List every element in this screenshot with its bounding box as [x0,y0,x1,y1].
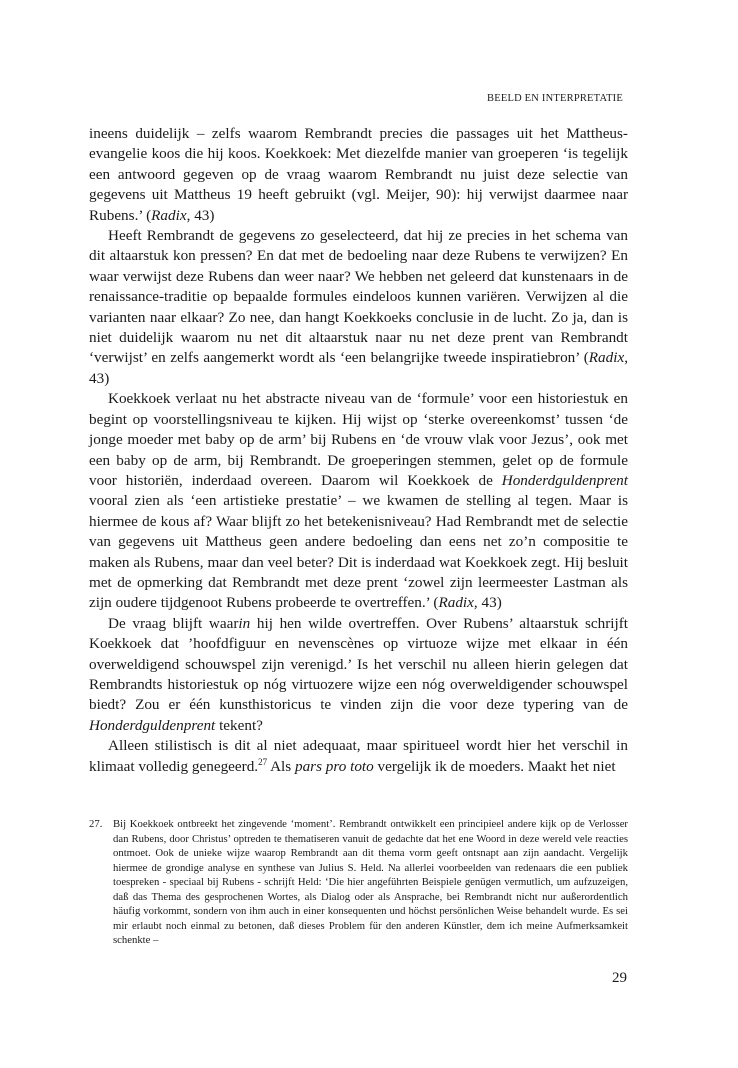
footnote-reference: 27 [258,756,268,767]
text-run: Koekkoek verlaat nu het abstracte niveau van de ‘formule’ voor een historiestuk en begint op voorstellingsniveau te kijken. Hij wijst op ‘sterke overeenkomst’ tussen ‘de jonge moeder met baby op de arm’ bij Rubens en ‘de vrouw vlak voor Jezus’, ook met een baby op de arm, bij Rembrandt. De groeperingen stemmen, gelet op de formule voor historiën, inderdaad overeen. Daarom wil Koekkoek de [89,390,628,489]
text-run: , 43) [473,594,502,612]
footnote-text: Bij Koekkoek ontbreekt het zingevende ‘moment’. Rembrandt ontwikkelt een principieel andere kijk op de Verlosser dan Rubens, door Christus’ optreden te thematiseren vanuit de gedachte dat het ene Woord in deze wereld vele reacties ontmoet. Ook de unieke wijze waarop Rembrandt aan dit thema vorm geeft ontsnapt aan zijn aandacht. Vergelijk hiermee de grondige analyse en synthese van Julius S. Held. Na allerlei voorbeelden van redenaars die een publiek toespreken - speciaal bij Rubens - schrijft Held: ‘Die hier angeführten Beispiele genügen vermutlich, um aufzuzeigen, daß das Thema des gesprochenen Wortes, als Dialog oder als Ansprache, bei Rembrandt nicht nur außerordentlich häufig vorkommt, sondern von ihm auch in einer konsequenten und höchst persönlichen Weise behandelt wurde. Es sei mir erlaubt noch einmal zu betonen, daß dieses Problem für den anderen Künstler, dem ich meine Aufmerksamkeit schenkte – [113,818,628,946]
paragraph-4 [89,614,628,736]
italic-run: Radix [438,594,474,612]
text-run: , 43) [89,349,628,387]
paragraph-2 [89,226,628,389]
text-run: vooral zien als ‘een artistieke prestatie’ – we kwamen de stelling al tegen. Maar is hiermee de kous af? Waar blijft zo het betekenisniveau? Had Rembrandt met de selectie van gegevens uit Mattheus geen andere bedoeling dan eens net zo’n compositie te maken als Rubens, maar dan veel beter? Dit is inderdaad wat Koekkoek zegt. Hij besluit met de opmerking dat Rembrandt met deze prent ‘zowel zijn leermeester Lastman als zijn oudere tijdgenoot Rubens probeerde te overtreffen.’ ( [89,492,628,612]
text-run: tekent? [215,716,263,734]
text-run: De vraag blijft waar [108,614,239,632]
text-run: Heeft Rembrandt de gegevens zo geselecteerd, dat hij ze precies in het schema van dit altaarstuk kon pressen? En dat met de bedoeling naar deze Rubens te verwijzen? En waar verwijst deze Rubens dan weer naar? We hebben net geleerd dat kunstenaars in de renaissance-traditie op bepaalde formules eindeloos kunnen variëren. Verwijzen al die varianten naar elkaar? Zo nee, dan hangt Koekkoeks conclusie in de lucht. Zo ja, dan is niet duidelijk waarom nu net dit altaarstuk naar nu net deze prent van Rembrandt ‘verwijst’ en zelfs aangemerkt wordt als ‘een belangrijke tweede inspiratiebron’ ( [89,227,628,367]
paragraph-1 [89,124,628,226]
paragraph-3 [89,389,628,613]
text-run: Als [267,757,295,775]
text-run: vergelijk ik de moeders. Maakt het niet [373,757,616,775]
text-run: hij hen wilde overtreffen. Over Rubens’ altaarstuk schrijft Koekkoek dat ’hoofdfiguur en nevenscènes op virtuoze wijze met elkaar in één overweldigend schouwspel zijn verenigd.’ Is het verschil nu alleen hierin gelegen dat Rembrandts historiestuk op nóg virtuozere wijze een nóg overweldigender schouwspel biedt? Zou er één kunsthistoricus te vinden zijn die voor deze typering van de [89,614,628,714]
italic-run: Radix [151,206,187,224]
running-header: BEELD EN INTERPRETATIE [487,93,623,104]
italic-run: in [238,614,251,632]
body-text [89,124,628,777]
footnote-27 [89,817,628,948]
italic-run: pars pro toto [294,757,374,775]
page-number: 29 [612,970,627,986]
text-run: Alleen stilistisch is dit al niet adequaat, maar spiritueel wordt hier het verschil in klimaat volledig genegeerd. [89,737,628,775]
text-run: , 43) [186,206,215,224]
footnote-number: 27. [89,818,103,830]
paragraph-5 [89,736,628,777]
text-run: ineens duidelijk – zelfs waarom Rembrandt precies die passages uit het Mattheus-evangelie koos die hij koos. Koekkoek: Met diezelfde manier van groeperen ‘is tegelijk een antwoord gegeven op de vraag waarom Rembrandt nu juist deze selectie van gegevens uit Mattheus 19 heeft gebruikt (vgl. Meijer, 90): hij verwijst daarmee naar Rubens.’ ( [89,125,628,224]
italic-run: Honderdguldenprent [89,716,216,734]
italic-run: Radix [588,349,625,367]
italic-run: Honderdguldenprent [501,471,628,489]
